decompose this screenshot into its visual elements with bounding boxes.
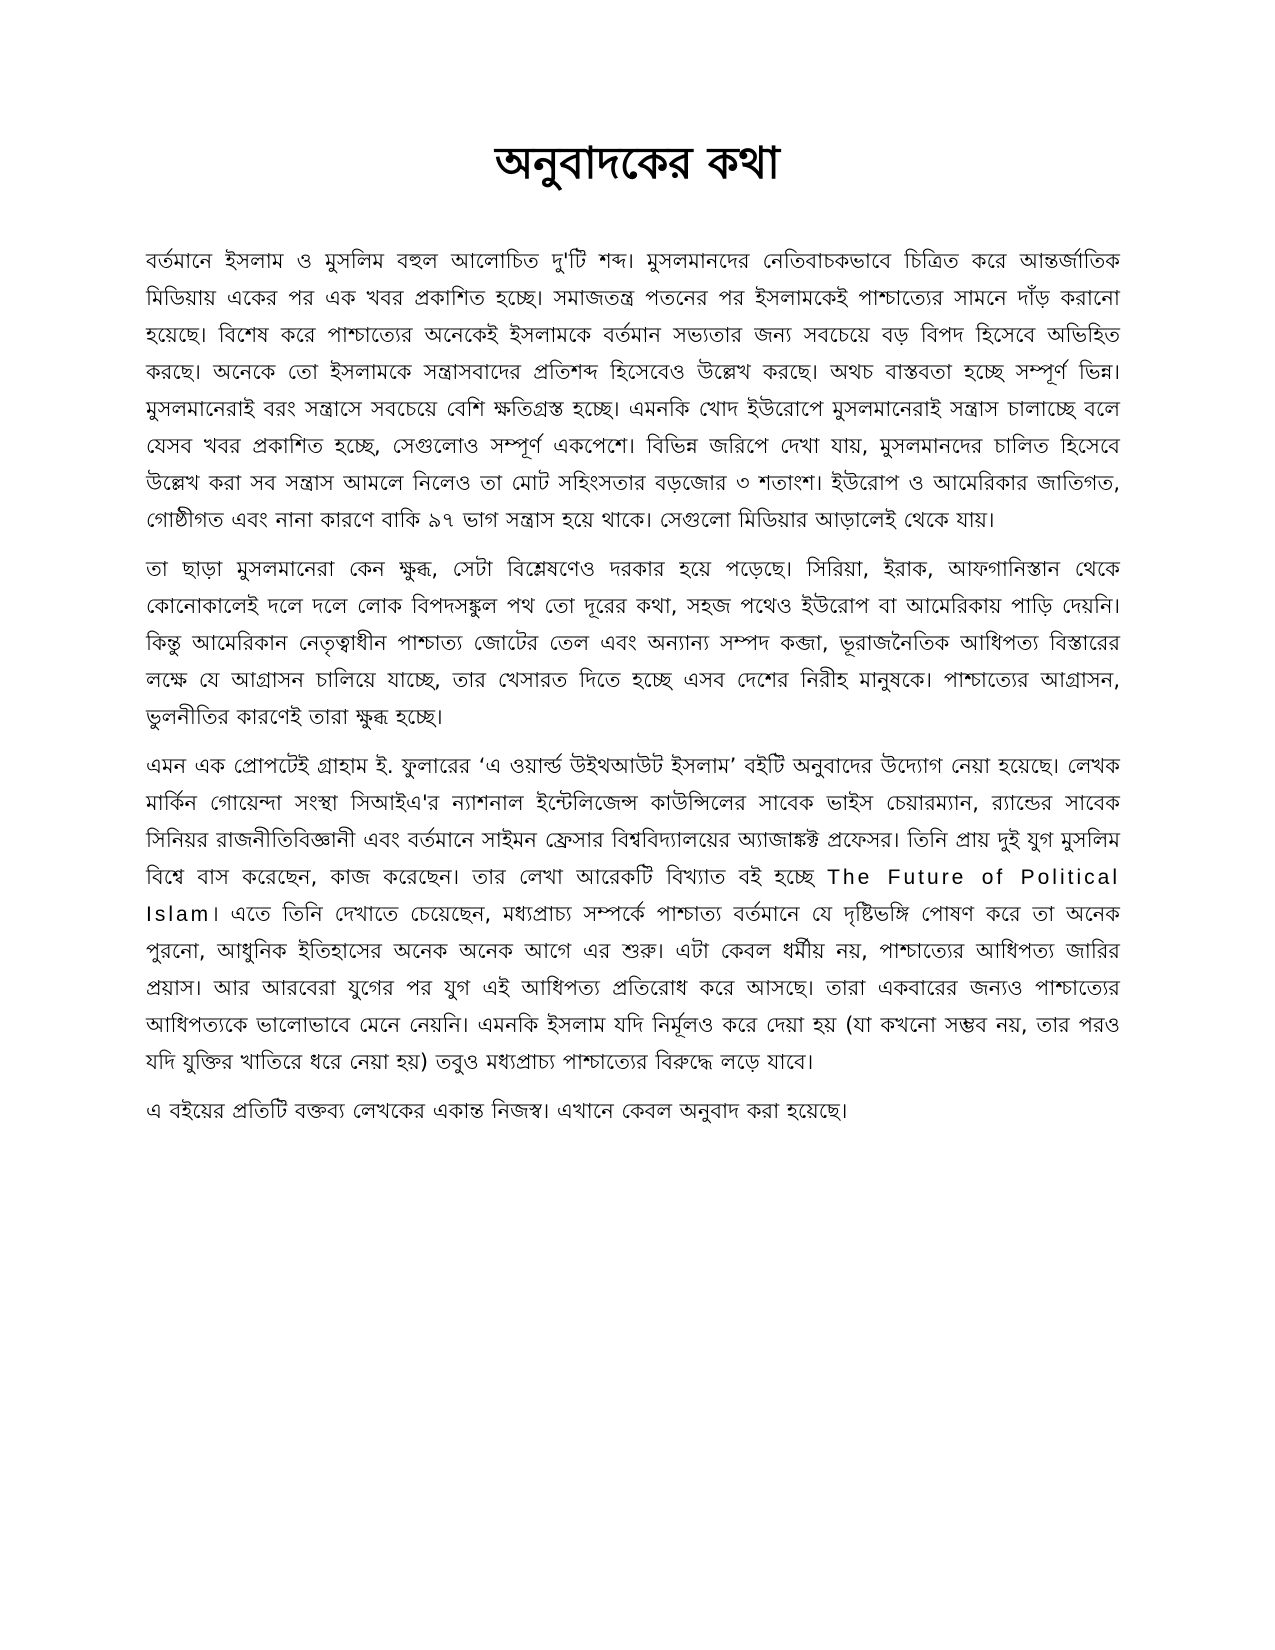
paragraph-2: তা ছাড়া মুসলমানেরা কেন ক্ষুব্ধ, সেটা বিশ্লেষণেও দরকার হয়ে পড়েছে। সিরিয়া, ইরাক, আফগানিস্তান থেকে কোনোকালেই দলে দলে লোক বিপদসঙ্কুল পথ তো দূরের কথা, সহজ পথেও ইউরোপ বা আমেরিকায় পাড়ি দেয়নি। কিন্তু আমেরিকান নেতৃত্বাধীন পাশ্চাত্য জোটের তেল এবং অন্যান্য সম্পদ কব্জা, ভূরাজনৈতিক আধিপত্য বিস্তারের লক্ষে যে আগ্রাসন চালিয়ে যাচ্ছে, তার খেসারত দিতে হচ্ছে এসব দেশের নিরীহ মানুষকে। পাশ্চাত্যের আগ্রাসন, ভুলনীতির কারণেই তারা ক্ষুব্ধ হচ্ছে। — [146, 557, 1120, 729]
paragraph-3-continuation: । এতে তিনি দেখাতে চেয়েছেন, মধ্যপ্রাচ্য সম্পর্কে পাশ্চাত্য বর্তমানে যে দৃষ্টিভঙ্গি পোষণ করে তা অনেক পুরনো, আধুনিক ইতিহাসের অনেক অনেক আগে এর শুরু। এটা কেবল ধর্মীয় নয়, পাশ্চাত্যের আধিপত্য জারির প্রয়াস। আর আরবেরা যুগের পর যুগ এই আধিপত্য প্রতিরোধ করে আসছে। তারা একবারের জন্যও পাশ্চাত্যের আধিপত্যকে ভালোভাবে মেনে নেয়নি। এমনকি ইসলাম যদি নির্মূলও করে দেয়া হয় (যা কখনো সম্ভব নয়, তার পরও যদি যুক্তির খাতিরে ধরে নেয়া হয়) তবুও মধ্যপ্রাচ্য পাশ্চাত্যের বিরুদ্ধে লড়ে যাবে। — [146, 902, 1120, 1074]
page-title: অনুবাদকের কথা — [495, 138, 780, 189]
paragraph-3-text: এমন এক প্রোপটেই গ্রাহাম ই. ফুলারের ‘এ ওয়ার্ল্ড উইথআউট ইসলাম’ বইটি অনুবাদের উদ্যোগ নেয়া হয়েছে। লেখক মার্কিন গোয়েন্দা সংস্থা সিআইএ'র ন্যাশনাল ইন্টেলিজেন্স কাউন্সিলের সাবেক ভাইস চেয়ারম্যান, র‍্যান্ডের সাবেক সিনিয়র রাজনীতিবিজ্ঞানী এবং বর্তমানে সাইমন ফ্রেসার বিশ্ববিদ্যালয়ের অ্যাজাঙ্কক্ট প্রফেসর। তিনি প্রায় দুই যুগ মুসলিম বিশ্বে বাস করেছেন, কাজ করেছেন। তার লেখা আরেকটি বিখ্যাত বই হচ্ছে — [146, 754, 1120, 889]
document-body — [146, 243, 1120, 1142]
book-title-english: The Future of Political Islam — [146, 866, 1120, 926]
paragraph-3 — [146, 748, 1120, 1081]
paragraph-4: এ বইয়ের প্রতিটি বক্তব্য লেখকের একান্ত নিজস্ব। এখানে কেবল অনুবাদ করা হয়েছে। — [146, 1099, 848, 1123]
paragraph-1: বর্তমানে ইসলাম ও মুসলিম বহুল আলোচিত দু'টি শব্দ। মুসলমানদের নেতিবাচকভাবে চিত্রিত করে আন্তর্জাতিক মিডিয়ায় একের পর এক খবর প্রকাশিত হচ্ছে। সমাজতন্ত্র পতনের পর ইসলামকেই পাশ্চাত্যের সামনে দাঁড় করানো হয়েছে। বিশেষ করে পাশ্চাত্যের অনেকেই ইসলামকে বর্তমান সভ্যতার জন্য সবচেয়ে বড় বিপদ হিসেবে অভিহিত করছে। অনেকে তো ইসলামকে সন্ত্রাসবাদের প্রতিশব্দ হিসেবেও উল্লেখ করছে। অথচ বাস্তবতা হচ্ছে সম্পূর্ণ ভিন্ন। মুসলমানেরাই বরং সন্ত্রাসে সবচেয়ে বেশি ক্ষতিগ্রস্ত হচ্ছে। এমনকি খোদ ইউরোপে মুসলমানেরাই সন্ত্রাস চালাচ্ছে বলে যেসব খবর প্রকাশিত হচ্ছে, সেগুলোও সম্পূর্ণ একপেশে। বিভিন্ন জরিপে দেখা যায়, মুসলমানদের চালিত হিসেবে উল্লেখ করা সব সন্ত্রাস আমলে নিলেও তা মোট সহিংসতার বড়জোর ৩ শতাংশ। ইউরোপ ও আমেরিকার জাতিগত, গোষ্ঠীগত এবং নানা কারণে বাকি ৯৭ ভাগ সন্ত্রাস হয়ে থাকে। সেগুলো মিডিয়ার আড়ালেই থেকে যায়। — [146, 249, 1120, 532]
